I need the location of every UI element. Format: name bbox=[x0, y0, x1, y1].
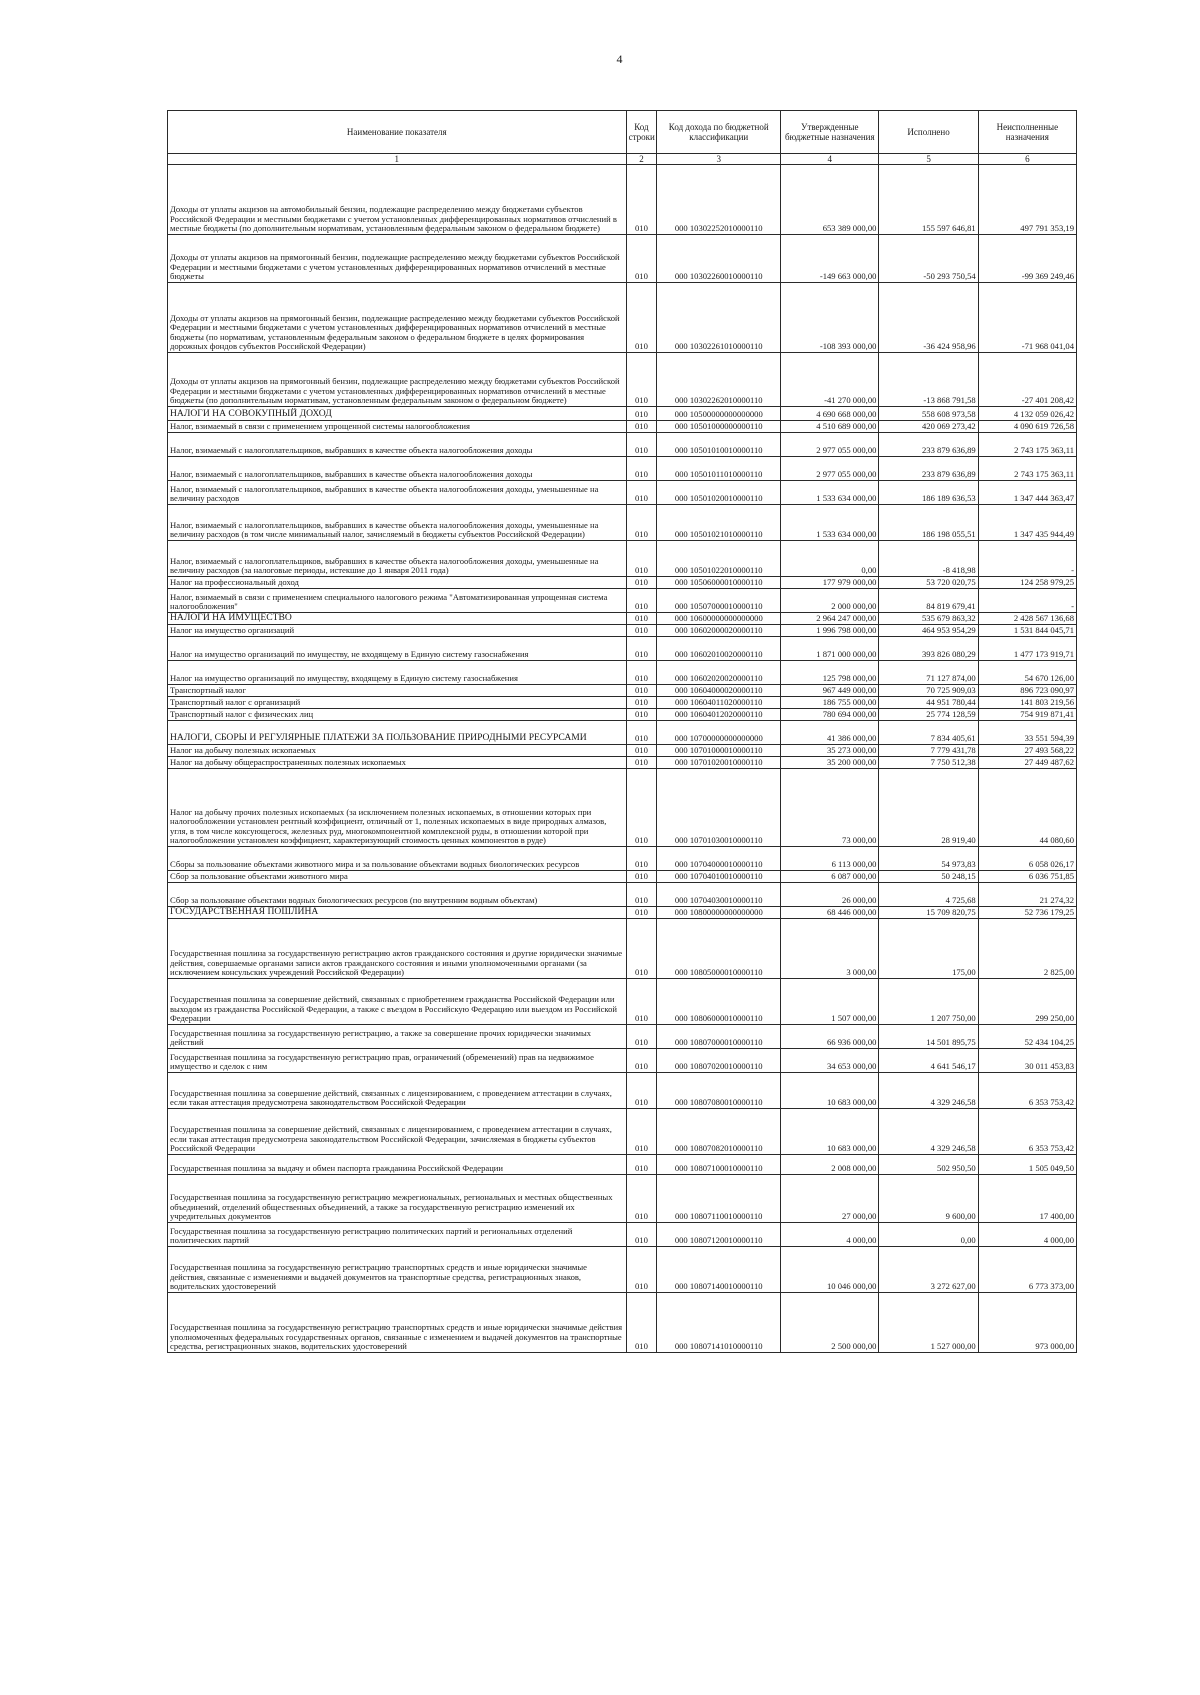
table-row bbox=[168, 1223, 1077, 1247]
row-line-code: 010 bbox=[626, 979, 657, 1025]
row-revenue-code: 000 10604012020000110 bbox=[657, 709, 781, 721]
row-indicator-name: Государственная пошлина за государственную регистрацию, а также за совершение прочих юридически значимых действий bbox=[168, 1025, 627, 1049]
row-revenue-code: 000 10807120010000110 bbox=[657, 1223, 781, 1247]
row-revenue-code: 000 10807140010000110 bbox=[657, 1247, 781, 1293]
row-remaining: 4 090 619 726,58 bbox=[978, 421, 1076, 433]
header-executed: Исполнено bbox=[879, 111, 978, 154]
row-executed: 155 597 646,81 bbox=[879, 165, 978, 235]
row-remaining: 17 400,00 bbox=[978, 1175, 1076, 1223]
row-executed: 84 819 679,41 bbox=[879, 589, 978, 613]
row-indicator-name: Налог на добычу общераспространенных полезных ископаемых bbox=[168, 757, 627, 769]
row-indicator-name: Налог на имущество организаций по имуществу, входящему в Единую систему газоснабжения bbox=[168, 661, 627, 685]
column-number: 4 bbox=[781, 154, 879, 165]
row-executed: 186 189 636,53 bbox=[879, 481, 978, 505]
table-row bbox=[168, 871, 1077, 883]
row-indicator-name: Государственная пошлина за совершение действий, связанных с лицензированием, с проведением аттестации в случаях, если такая аттестация предусмотрена законодательством Российской Федерации, зачисляемая в бюджеты субъектов Российской Федерации bbox=[168, 1109, 627, 1155]
row-approved: -149 663 000,00 bbox=[781, 235, 879, 283]
row-approved: 125 798 000,00 bbox=[781, 661, 879, 685]
table-row bbox=[168, 481, 1077, 505]
row-line-code: 010 bbox=[626, 457, 657, 481]
row-line-code: 010 bbox=[626, 757, 657, 769]
row-revenue-code: 000 10805000010000110 bbox=[657, 919, 781, 979]
row-revenue-code: 000 10806000010000110 bbox=[657, 979, 781, 1025]
row-executed: 558 608 973,58 bbox=[879, 407, 978, 421]
table-row bbox=[168, 769, 1077, 847]
row-line-code: 010 bbox=[626, 697, 657, 709]
row-indicator-name: Доходы от уплаты акцизов на автомобильный бензин, подлежащие распределению между бюджетами субъектов Российской Федерации и местными бюджетами с учетом установленных дифференцированных нормативов отчислений в местные бюджеты (по дополнительным нормативам, установленным федеральным законом о федеральном бюджете) bbox=[168, 165, 627, 235]
row-remaining: 4 132 059 026,42 bbox=[978, 407, 1076, 421]
row-remaining: 52 434 104,25 bbox=[978, 1025, 1076, 1049]
row-executed: 14 501 895,75 bbox=[879, 1025, 978, 1049]
row-revenue-code: 000 10701030010000110 bbox=[657, 769, 781, 847]
row-executed: 25 774 128,59 bbox=[879, 709, 978, 721]
row-indicator-name: Сбор за пользование объектами водных биологических ресурсов (по внутренним водным объектам) bbox=[168, 883, 627, 907]
row-indicator-name: Транспортный налог с физических лиц bbox=[168, 709, 627, 721]
table-row bbox=[168, 745, 1077, 757]
row-line-code: 010 bbox=[626, 709, 657, 721]
row-approved: 41 386 000,00 bbox=[781, 721, 879, 745]
table-row bbox=[168, 433, 1077, 457]
row-revenue-code: 000 10302252010000110 bbox=[657, 165, 781, 235]
row-remaining: 6 773 373,00 bbox=[978, 1247, 1076, 1293]
column-number: 5 bbox=[879, 154, 978, 165]
row-indicator-name: Государственная пошлина за совершение действий, связанных с лицензированием, с проведением аттестации в случаях, если такая аттестация предусмотрена законодательством Российской Федерации bbox=[168, 1073, 627, 1109]
row-indicator-name: Сбор за пользование объектами животного мира bbox=[168, 871, 627, 883]
row-line-code: 010 bbox=[626, 1155, 657, 1175]
row-executed: 1 527 000,00 bbox=[879, 1293, 978, 1353]
row-line-code: 010 bbox=[626, 353, 657, 407]
row-remaining: 52 736 179,25 bbox=[978, 907, 1076, 919]
row-approved: 35 273 000,00 bbox=[781, 745, 879, 757]
table-row bbox=[168, 661, 1077, 685]
row-indicator-name: Доходы от уплаты акцизов на прямогонный бензин, подлежащие распределению между бюджетами субъектов Российской Федерации и местными бюджетами с учетом установленных дифференцированных нормативов отчислений в местные бюджеты (по дополнительным нормативам, установленным федеральным законом о федеральном бюджете) bbox=[168, 353, 627, 407]
row-line-code: 010 bbox=[626, 481, 657, 505]
row-approved: 2 500 000,00 bbox=[781, 1293, 879, 1353]
row-line-code: 010 bbox=[626, 577, 657, 589]
row-executed: 44 951 780,44 bbox=[879, 697, 978, 709]
row-approved: 2 977 055 000,00 bbox=[781, 457, 879, 481]
row-line-code: 010 bbox=[626, 907, 657, 919]
row-indicator-name: Налог, взимаемый с налогоплательщиков, выбравших в качестве объекта налогообложения доходы bbox=[168, 433, 627, 457]
row-revenue-code: 000 10704000010000110 bbox=[657, 847, 781, 871]
column-number: 2 bbox=[626, 154, 657, 165]
row-line-code: 010 bbox=[626, 637, 657, 661]
row-line-code: 010 bbox=[626, 769, 657, 847]
budget-revenue-table bbox=[167, 110, 1077, 1353]
row-line-code: 010 bbox=[626, 625, 657, 637]
row-remaining: 124 258 979,25 bbox=[978, 577, 1076, 589]
row-remaining: 2 743 175 363,11 bbox=[978, 433, 1076, 457]
row-revenue-code: 000 10600000000000000 bbox=[657, 613, 781, 625]
row-indicator-name: Налог, взимаемый с налогоплательщиков, выбравших в качестве объекта налогообложения доходы, уменьшенные на величину расходов (за налоговые периоды, истекшие до 1 января 2011 года) bbox=[168, 541, 627, 577]
table-row bbox=[168, 883, 1077, 907]
row-line-code: 010 bbox=[626, 1049, 657, 1073]
row-indicator-name: Налог, взимаемый в связи с применением специального налогового режима "Автоматизированная упрощенная система налогообложения" bbox=[168, 589, 627, 613]
row-approved: 1 996 798 000,00 bbox=[781, 625, 879, 637]
row-executed: 0,00 bbox=[879, 1223, 978, 1247]
row-line-code: 010 bbox=[626, 919, 657, 979]
table-row bbox=[168, 353, 1077, 407]
row-executed: 71 127 874,00 bbox=[879, 661, 978, 685]
row-executed: 9 600,00 bbox=[879, 1175, 978, 1223]
row-executed: 233 879 636,89 bbox=[879, 457, 978, 481]
row-remaining: 2 743 175 363,11 bbox=[978, 457, 1076, 481]
row-indicator-name: Налог на добычу прочих полезных ископаемых (за исключением полезных ископаемых, в отношении которых при налогообложении установлен рентный коэффициент, отличный от 1, полезных ископаемых в виде природных алмазов, угля, в том числе коксующегося, железных руд, многокомпонентной комплексной руды, в отношении которой при налогообложении установлен коэффициент, характеризующий стоимость ценных компонентов в руде) bbox=[168, 769, 627, 847]
row-remaining: 1 505 049,50 bbox=[978, 1155, 1076, 1175]
row-revenue-code: 000 10807020010000110 bbox=[657, 1049, 781, 1073]
table-row bbox=[168, 421, 1077, 433]
row-approved: -41 270 000,00 bbox=[781, 353, 879, 407]
row-remaining: 6 036 751,85 bbox=[978, 871, 1076, 883]
row-approved: 780 694 000,00 bbox=[781, 709, 879, 721]
table-row bbox=[168, 165, 1077, 235]
row-revenue-code: 000 10501011010000110 bbox=[657, 457, 781, 481]
row-revenue-code: 000 10701000010000110 bbox=[657, 745, 781, 757]
row-approved: 2 008 000,00 bbox=[781, 1155, 879, 1175]
row-approved: 2 964 247 000,00 bbox=[781, 613, 879, 625]
row-executed: 4 329 246,58 bbox=[879, 1073, 978, 1109]
row-indicator-name: ГОСУДАРСТВЕННАЯ ПОШЛИНА bbox=[168, 907, 627, 919]
row-remaining: 1 477 173 919,71 bbox=[978, 637, 1076, 661]
row-indicator-name: Налог на имущество организаций bbox=[168, 625, 627, 637]
table-row bbox=[168, 1109, 1077, 1155]
column-number: 1 bbox=[168, 154, 627, 165]
row-indicator-name: Налог, взимаемый с налогоплательщиков, выбравших в качестве объекта налогообложения доходы bbox=[168, 457, 627, 481]
row-remaining: - bbox=[978, 589, 1076, 613]
row-executed: -8 418,98 bbox=[879, 541, 978, 577]
row-remaining: 1 347 435 944,49 bbox=[978, 505, 1076, 541]
table-row bbox=[168, 637, 1077, 661]
row-revenue-code: 000 10807100010000110 bbox=[657, 1155, 781, 1175]
row-approved: 3 000,00 bbox=[781, 919, 879, 979]
table-row bbox=[168, 625, 1077, 637]
page-number: 4 bbox=[616, 52, 623, 66]
header-remaining: Неисполненные назначения bbox=[978, 111, 1076, 154]
row-approved: 10 683 000,00 bbox=[781, 1109, 879, 1155]
row-indicator-name: Государственная пошлина за совершение действий, связанных с приобретением гражданства Российской Федерации или выходом из гражданства Российской Федерации, а также с въездом в Российскую Федерацию или выездом из Российской Федерации bbox=[168, 979, 627, 1025]
row-revenue-code: 000 10602020020000110 bbox=[657, 661, 781, 685]
row-approved: 73 000,00 bbox=[781, 769, 879, 847]
row-revenue-code: 000 10500000000000000 bbox=[657, 407, 781, 421]
row-remaining: 30 011 453,83 bbox=[978, 1049, 1076, 1073]
row-revenue-code: 000 10701020010000110 bbox=[657, 757, 781, 769]
row-indicator-name: Налог на добычу полезных ископаемых bbox=[168, 745, 627, 757]
row-executed: 420 069 273,42 bbox=[879, 421, 978, 433]
row-remaining: 2 428 567 136,68 bbox=[978, 613, 1076, 625]
row-executed: 7 750 512,38 bbox=[879, 757, 978, 769]
row-executed: -36 424 958,96 bbox=[879, 283, 978, 353]
header-indicator-name: Наименование показателя bbox=[168, 111, 627, 154]
row-revenue-code: 000 10807141010000110 bbox=[657, 1293, 781, 1353]
table-row bbox=[168, 1247, 1077, 1293]
row-indicator-name: Государственная пошлина за государственную регистрацию транспортных средств и иные юридически значимые действия уполномоченных федеральных государственных органов, связанные с изменением и выдачей документов на транспортные средства, регистрационных знаков, водительских удостоверений bbox=[168, 1293, 627, 1353]
row-revenue-code: 000 10302261010000110 bbox=[657, 283, 781, 353]
row-remaining: -99 369 249,46 bbox=[978, 235, 1076, 283]
row-indicator-name: Транспортный налог с организаций bbox=[168, 697, 627, 709]
row-revenue-code: 000 10501021010000110 bbox=[657, 505, 781, 541]
row-remaining: 27 493 568,22 bbox=[978, 745, 1076, 757]
row-line-code: 010 bbox=[626, 721, 657, 745]
row-executed: 53 720 020,75 bbox=[879, 577, 978, 589]
row-executed: 1 207 750,00 bbox=[879, 979, 978, 1025]
row-approved: 4 510 689 000,00 bbox=[781, 421, 879, 433]
table-row bbox=[168, 541, 1077, 577]
row-approved: 68 446 000,00 bbox=[781, 907, 879, 919]
row-executed: -50 293 750,54 bbox=[879, 235, 978, 283]
row-remaining: 2 825,00 bbox=[978, 919, 1076, 979]
table-body bbox=[168, 165, 1077, 1353]
header-approved: Утвержденные бюджетные назначения bbox=[781, 111, 879, 154]
row-executed: 15 709 820,75 bbox=[879, 907, 978, 919]
table-row bbox=[168, 505, 1077, 541]
row-executed: 70 725 909,03 bbox=[879, 685, 978, 697]
row-approved: 653 389 000,00 bbox=[781, 165, 879, 235]
header-revenue-code: Код дохода по бюджетной классификации bbox=[657, 111, 781, 154]
row-indicator-name: Налог, взимаемый в связи с применением упрощенной системы налогообложения bbox=[168, 421, 627, 433]
row-indicator-name: Налог на профессиональный доход bbox=[168, 577, 627, 589]
row-approved: 10 683 000,00 bbox=[781, 1073, 879, 1109]
row-executed: 7 779 431,78 bbox=[879, 745, 978, 757]
row-indicator-name: Налог на имущество организаций по имуществу, не входящему в Единую систему газоснабжения bbox=[168, 637, 627, 661]
row-line-code: 010 bbox=[626, 1223, 657, 1247]
row-remaining: 754 919 871,41 bbox=[978, 709, 1076, 721]
row-remaining: 44 080,60 bbox=[978, 769, 1076, 847]
row-executed: 393 826 080,29 bbox=[879, 637, 978, 661]
row-indicator-name: Налог, взимаемый с налогоплательщиков, выбравших в качестве объекта налогообложения доходы, уменьшенные на величину расходов bbox=[168, 481, 627, 505]
row-revenue-code: 000 10501010010000110 bbox=[657, 433, 781, 457]
row-indicator-name: Транспортный налог bbox=[168, 685, 627, 697]
row-indicator-name: Доходы от уплаты акцизов на прямогонный бензин, подлежащие распределению между бюджетами субъектов Российской Федерации и местными бюджетами с учетом установленных дифференцированных нормативов отчислений в местные бюджеты (по нормативам, установленным федеральным законом о федеральном бюджете в целях формирования дорожных фондов субъектов Российской Федерации) bbox=[168, 283, 627, 353]
table-row bbox=[168, 613, 1077, 625]
row-remaining: 973 000,00 bbox=[978, 1293, 1076, 1353]
row-revenue-code: 000 10501020010000110 bbox=[657, 481, 781, 505]
row-remaining: 896 723 090,97 bbox=[978, 685, 1076, 697]
row-remaining: 1 531 844 045,71 bbox=[978, 625, 1076, 637]
row-approved: 6 113 000,00 bbox=[781, 847, 879, 871]
row-line-code: 010 bbox=[626, 1175, 657, 1223]
row-revenue-code: 000 10604011020000110 bbox=[657, 697, 781, 709]
row-remaining: 299 250,00 bbox=[978, 979, 1076, 1025]
table-row bbox=[168, 685, 1077, 697]
row-remaining: 141 803 219,56 bbox=[978, 697, 1076, 709]
table-row bbox=[168, 757, 1077, 769]
row-line-code: 010 bbox=[626, 589, 657, 613]
row-line-code: 010 bbox=[626, 235, 657, 283]
row-line-code: 010 bbox=[626, 505, 657, 541]
column-number: 3 bbox=[657, 154, 781, 165]
table-row bbox=[168, 979, 1077, 1025]
row-remaining: - bbox=[978, 541, 1076, 577]
table-row bbox=[168, 407, 1077, 421]
row-remaining: 1 347 444 363,47 bbox=[978, 481, 1076, 505]
row-executed: 7 834 405,61 bbox=[879, 721, 978, 745]
row-executed: 4 329 246,58 bbox=[879, 1109, 978, 1155]
row-remaining: 4 000,00 bbox=[978, 1223, 1076, 1247]
table-row bbox=[168, 1025, 1077, 1049]
row-revenue-code: 000 10807080010000110 bbox=[657, 1073, 781, 1109]
row-approved: 186 755 000,00 bbox=[781, 697, 879, 709]
row-indicator-name: НАЛОГИ НА ИМУЩЕСТВО bbox=[168, 613, 627, 625]
row-line-code: 010 bbox=[626, 1247, 657, 1293]
row-revenue-code: 000 10302262010000110 bbox=[657, 353, 781, 407]
row-revenue-code: 000 10807000010000110 bbox=[657, 1025, 781, 1049]
row-approved: 34 653 000,00 bbox=[781, 1049, 879, 1073]
row-line-code: 010 bbox=[626, 685, 657, 697]
row-executed: 54 973,83 bbox=[879, 847, 978, 871]
row-revenue-code: 000 10604000020000110 bbox=[657, 685, 781, 697]
row-line-code: 010 bbox=[626, 883, 657, 907]
row-line-code: 010 bbox=[626, 541, 657, 577]
table-row bbox=[168, 1155, 1077, 1175]
table-row bbox=[168, 1175, 1077, 1223]
row-approved: 27 000,00 bbox=[781, 1175, 879, 1223]
table-row bbox=[168, 1049, 1077, 1073]
row-revenue-code: 000 10807110010000110 bbox=[657, 1175, 781, 1223]
row-approved: 26 000,00 bbox=[781, 883, 879, 907]
row-indicator-name: Государственная пошлина за государственную регистрацию политических партий и региональных отделений политических партий bbox=[168, 1223, 627, 1247]
table-row bbox=[168, 457, 1077, 481]
row-line-code: 010 bbox=[626, 661, 657, 685]
row-executed: 4 725,68 bbox=[879, 883, 978, 907]
row-remaining: -71 968 041,04 bbox=[978, 283, 1076, 353]
row-indicator-name: Государственная пошлина за государственную регистрацию транспортных средств и иные юридически значимые действия, связанные с изменениями и выдачей документов на транспортные средства, регистрационных знаков, водительских удостоверений bbox=[168, 1247, 627, 1293]
row-line-code: 010 bbox=[626, 407, 657, 421]
table-row bbox=[168, 577, 1077, 589]
row-executed: 3 272 627,00 bbox=[879, 1247, 978, 1293]
column-number: 6 bbox=[978, 154, 1076, 165]
table-row bbox=[168, 721, 1077, 745]
row-revenue-code: 000 10507000010000110 bbox=[657, 589, 781, 613]
row-executed: 186 198 055,51 bbox=[879, 505, 978, 541]
row-remaining: 6 353 753,42 bbox=[978, 1109, 1076, 1155]
row-revenue-code: 000 10501000000000110 bbox=[657, 421, 781, 433]
row-remaining: 21 274,32 bbox=[978, 883, 1076, 907]
row-line-code: 010 bbox=[626, 613, 657, 625]
row-line-code: 010 bbox=[626, 1109, 657, 1155]
row-executed: 464 953 954,29 bbox=[879, 625, 978, 637]
table-row bbox=[168, 847, 1077, 871]
row-line-code: 010 bbox=[626, 1025, 657, 1049]
row-remaining: -27 401 208,42 bbox=[978, 353, 1076, 407]
row-approved: 2 000 000,00 bbox=[781, 589, 879, 613]
row-revenue-code: 000 10700000000000000 bbox=[657, 721, 781, 745]
table-row bbox=[168, 589, 1077, 613]
table-header-row bbox=[168, 111, 1077, 154]
row-approved: 177 979 000,00 bbox=[781, 577, 879, 589]
row-indicator-name: Сборы за пользование объектами животного мира и за пользование объектами водных биологических ресурсов bbox=[168, 847, 627, 871]
row-line-code: 010 bbox=[626, 283, 657, 353]
row-remaining: 27 449 487,62 bbox=[978, 757, 1076, 769]
row-indicator-name: НАЛОГИ НА СОВОКУПНЫЙ ДОХОД bbox=[168, 407, 627, 421]
row-indicator-name: НАЛОГИ, СБОРЫ И РЕГУЛЯРНЫЕ ПЛАТЕЖИ ЗА ПОЛЬЗОВАНИЕ ПРИРОДНЫМИ РЕСУРСАМИ bbox=[168, 721, 627, 745]
row-approved: 1 871 000 000,00 bbox=[781, 637, 879, 661]
row-approved: 2 977 055 000,00 bbox=[781, 433, 879, 457]
row-line-code: 010 bbox=[626, 1073, 657, 1109]
table-row bbox=[168, 709, 1077, 721]
row-approved: 10 046 000,00 bbox=[781, 1247, 879, 1293]
row-remaining: 6 353 753,42 bbox=[978, 1073, 1076, 1109]
row-remaining: 6 058 026,17 bbox=[978, 847, 1076, 871]
row-approved: 6 087 000,00 bbox=[781, 871, 879, 883]
table-row bbox=[168, 1293, 1077, 1353]
row-executed: 4 641 546,17 bbox=[879, 1049, 978, 1073]
row-line-code: 010 bbox=[626, 433, 657, 457]
row-indicator-name: Налог, взимаемый с налогоплательщиков, выбравших в качестве объекта налогообложения доходы, уменьшенные на величину расходов (в том числе минимальный налог, зачисляемый в бюджеты субъектов Российской Федерации) bbox=[168, 505, 627, 541]
row-executed: 50 248,15 bbox=[879, 871, 978, 883]
row-indicator-name: Государственная пошлина за государственную регистрацию прав, ограничений (обременений) прав на недвижимое имущество и сделок с ним bbox=[168, 1049, 627, 1073]
table-row bbox=[168, 235, 1077, 283]
table-row bbox=[168, 697, 1077, 709]
row-remaining: 54 670 126,00 bbox=[978, 661, 1076, 685]
row-remaining: 33 551 594,39 bbox=[978, 721, 1076, 745]
row-revenue-code: 000 10704010010000110 bbox=[657, 871, 781, 883]
row-revenue-code: 000 10506000010000110 bbox=[657, 577, 781, 589]
row-revenue-code: 000 10800000000000000 bbox=[657, 907, 781, 919]
row-line-code: 010 bbox=[626, 165, 657, 235]
row-approved: 1 533 634 000,00 bbox=[781, 481, 879, 505]
table-row bbox=[168, 919, 1077, 979]
row-executed: 233 879 636,89 bbox=[879, 433, 978, 457]
row-revenue-code: 000 10602010020000110 bbox=[657, 637, 781, 661]
row-executed: 535 679 863,32 bbox=[879, 613, 978, 625]
row-approved: 66 936 000,00 bbox=[781, 1025, 879, 1049]
row-executed: 28 919,40 bbox=[879, 769, 978, 847]
header-line-code: Код строки bbox=[626, 111, 657, 154]
row-executed: -13 868 791,58 bbox=[879, 353, 978, 407]
row-indicator-name: Государственная пошлина за государственную регистрацию межрегиональных, региональных и местных общественных объединений, отделений общественных объединений, а также за государственную регистрацию изменений их учредительных документов bbox=[168, 1175, 627, 1223]
row-line-code: 010 bbox=[626, 871, 657, 883]
row-revenue-code: 000 10602000020000110 bbox=[657, 625, 781, 637]
row-revenue-code: 000 10501022010000110 bbox=[657, 541, 781, 577]
row-approved: 1 533 634 000,00 bbox=[781, 505, 879, 541]
row-line-code: 010 bbox=[626, 745, 657, 757]
row-approved: 4 690 668 000,00 bbox=[781, 407, 879, 421]
row-approved: 967 449 000,00 bbox=[781, 685, 879, 697]
row-revenue-code: 000 10302260010000110 bbox=[657, 235, 781, 283]
row-indicator-name: Доходы от уплаты акцизов на прямогонный бензин, подлежащие распределению между бюджетами субъектов Российской Федерации и местными бюджетами с учетом установленных дифференцированных нормативов отчислений в местные бюджеты bbox=[168, 235, 627, 283]
table-row bbox=[168, 1073, 1077, 1109]
row-indicator-name: Государственная пошлина за выдачу и обмен паспорта гражданина Российской Федерации bbox=[168, 1155, 627, 1175]
row-executed: 175,00 bbox=[879, 919, 978, 979]
table-row bbox=[168, 907, 1077, 919]
row-approved: 0,00 bbox=[781, 541, 879, 577]
row-line-code: 010 bbox=[626, 421, 657, 433]
row-indicator-name: Государственная пошлина за государственную регистрацию актов гражданского состояния и другие юридически значимые действия, совершаемые органами записи актов гражданского состояния и иными уполномоченными органами (за исключением консульских учреждений Российской Федерации) bbox=[168, 919, 627, 979]
row-approved: -108 393 000,00 bbox=[781, 283, 879, 353]
row-line-code: 010 bbox=[626, 847, 657, 871]
row-revenue-code: 000 10704030010000110 bbox=[657, 883, 781, 907]
row-approved: 35 200 000,00 bbox=[781, 757, 879, 769]
row-approved: 1 507 000,00 bbox=[781, 979, 879, 1025]
row-remaining: 497 791 353,19 bbox=[978, 165, 1076, 235]
table-row bbox=[168, 283, 1077, 353]
row-executed: 502 950,50 bbox=[879, 1155, 978, 1175]
row-revenue-code: 000 10807082010000110 bbox=[657, 1109, 781, 1155]
row-approved: 4 000,00 bbox=[781, 1223, 879, 1247]
row-line-code: 010 bbox=[626, 1293, 657, 1353]
column-number-row bbox=[168, 154, 1077, 165]
